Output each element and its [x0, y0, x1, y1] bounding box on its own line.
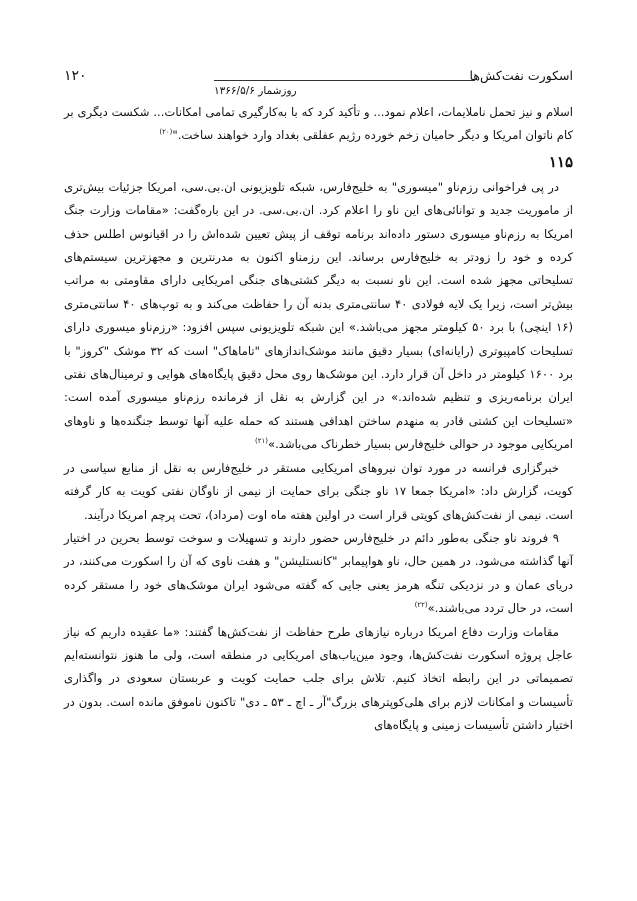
section-paragraph — [64, 176, 573, 457]
section-number: ۱۱۵ — [548, 152, 573, 171]
section-paragraph — [64, 527, 573, 621]
section-paragraph — [64, 621, 573, 738]
footnote-ref: (۲۲) — [414, 601, 428, 610]
page-number: ١٢٠ — [64, 68, 87, 84]
footnote-ref: (۲۰) — [159, 128, 173, 137]
header-date: روزشمار ۱۳۶۶/۵/۶ — [214, 85, 297, 97]
paragraph-text: در پی فراخوانی رزم‌ناو "میسوری" به خلیج‌فارس، شبکه تلویزیونی ان.بی.سی، امریکا جزئیات بیش‌تری از ماموریت جدید و توانائی‌های این ناو را اعلام کرد. ان.بی.سی. در این باره‌گفت: «مقامات وزارت جنگ امریکا به رزم‌ناو میسوری دستور داده‌اند برنامه توقف از پیش تعیین شده‌اش را در اقیانوس اطلس حذف کرده و خود را زودتر به خلیج‌فارس برساند. این رزمناو اکنون به مدرنترین و مجهزترین سیستم‌های تسلیحاتی مجهز شده است. این ناو نسبت به دیگر کشتی‌های جنگی امریکایی دارای مقاومتی به مراتب بیش‌تر است، زیرا یک لایه فولادی ۴۰ سانتی‌متری بدنه آن را حفاظت می‌کند و به توپ‌های ۴۰ سانتی‌متری (۱۶ اینچی) با برد ۵۰ کیلومتر مجهز می‌باشد.» این شبکه تلویزیونی سپس افزود: «رزم‌ناو میسوری دارای تسلیحات کامپیوتری (رایانه‌ای) بسیار دقیق مانند موشک‌اندازهای "تاماهاک" است که ۳۲ موشک "کروز" با برد ۱۶۰۰ کیلومتر در داخل آن قرار دارد. این موشک‌ها روی محل دقیق پایگاه‌های هوایی و ترمینال‌های نفتی ایران برنامه‌ریزی و تنظیم شده‌اند.» در این گزارش به نقل از فرمانده رزم‌ناو میسوری آمده است: «تسلیحات این کشتی قادر به منهدم ساختن اهدافی هستند که حمله علیه آنها توسط جنگنده‌ها و ناوهای امریکایی موجود در حوالی خلیج‌فارس بسیار خطرناک می‌باشد.» — [64, 179, 573, 452]
section-paragraph — [64, 457, 573, 527]
paragraph-text: ۹ فروند ناو جنگی به‌طور دائم در خلیج‌فارس حضور دارند و تسهیلات و سوخت توسط بحرین در اختیار آنها گذاشته می‌شود. در همین حال، ناو هواپیمابر "کانستلیشن" و هفت ناوی که آن را اسکورت می‌کنند، در دریای عمان و در نزدیکی تنگه هرمز یعنی جایی که گفته می‌شود ایران موشک‌های خود را مستقر کرده است، در حال تردد می‌باشند.» — [64, 530, 573, 616]
intro-text: اسلام و نیز تحمل ناملایمات، اعلام نمود... و تأکید کرد که با به‌کارگیری تمامی امکانات... شکست دیگری بر کام ناتوان امریکا و دیگر حامیان زخم خورده رژیم عفلقی بغداد وارد خواهند ساخت." — [64, 105, 573, 143]
book-title: اسکورت نفت‌کش‌ها — [469, 68, 573, 83]
footnote-ref: (۲۱) — [255, 437, 269, 446]
intro-paragraph — [64, 101, 573, 148]
page-body — [64, 101, 573, 738]
header-rule — [214, 80, 475, 81]
running-header — [64, 68, 573, 97]
paragraph-text: خبرگزاری فرانسه در مورد توان نیروهای امریکایی مستقر در خلیج‌فارس به نقل از منابع سیاسی در کویت، گزارش داد: «امریکا جمعا ۱۷ ناو جنگی برای حمایت از نیمی از ناوگان نفتی کویت به کار گرفته است. نیمی از نفت‌کش‌های کویتی قرار است در اولین هفته ماه اوت (مرداد)، تحت پرچم امریکا درآیند. — [64, 460, 573, 522]
paragraph-text: مقامات وزارت دفاع امریکا درباره نیازهای طرح حفاظت از نفت‌کش‌ها گفتند: «ما عقیده داریم که نیاز عاجل پروژه اسکورت نفت‌کش‌ها، وجود مین‌یاب‌های امریکایی در منطقه است، ولی ما هنوز نتوانسته‌ایم تصمیماتی در این رابطه اتخاذ کنیم. تلاش برای جلب حمایت کویت و عربستان سعودی در واگذاری تأسیسات و امکانات لازم برای هلی‌کوپترهای بزرگ"آر ـ اچ ـ ۵۳ ـ دی" تاکنون ناموفق مانده است. بدون در اختیار داشتن تأسیسات زمینی و پایگاه‌های — [64, 624, 573, 733]
